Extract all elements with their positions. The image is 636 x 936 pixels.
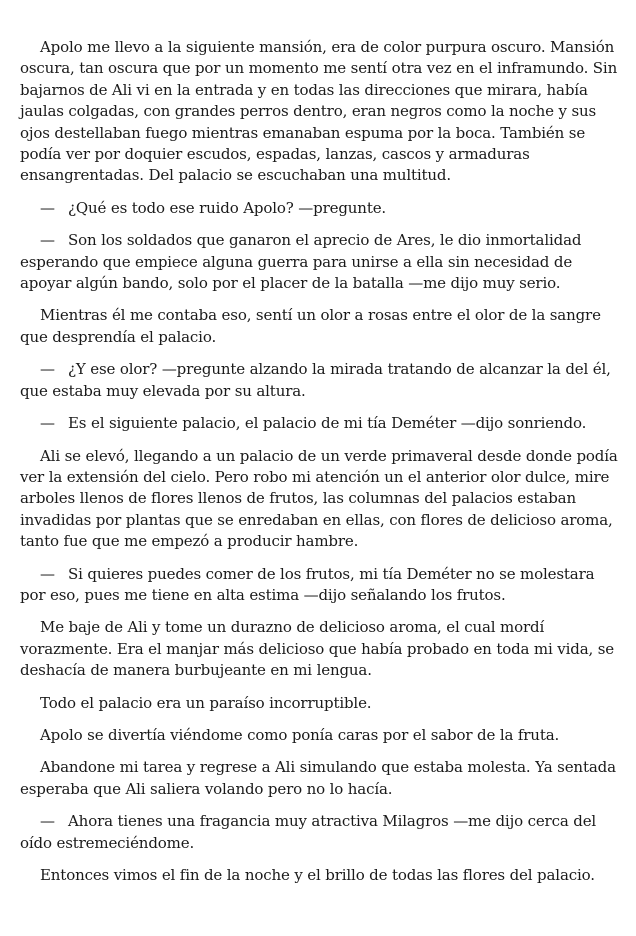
paragraph: Entonces vimos el fin de la noche y el brillo de todas las flores del palacio. xyxy=(40,866,595,884)
dialogue-text: Ahora tienes una fragancia muy atractiva Milagros —me dijo cerca del oído estremeciéndome. xyxy=(20,812,597,852)
paragraph: Apolo se divertía viéndome como ponía caras por el sabor de la fruta. xyxy=(40,725,560,744)
dialogue-text: ¿Qué es todo ese ruido Apolo? —pregunte. xyxy=(68,198,387,217)
paragraph: Todo el palacio era un paraíso incorruptible. xyxy=(40,693,372,712)
document-page xyxy=(20,37,620,897)
dialogue-paragraph xyxy=(20,413,620,434)
dialogue-dash: — xyxy=(40,231,55,250)
dialogue-text: Son los soldados que ganaron el aprecio de Ares, le dio inmortalidad esperando que empiece alguna guerra para unirse a ella sin necesidad de apoyar algún bando, solo por el placer de la batalla —me dijo muy serio. xyxy=(20,231,582,293)
dialogue-dash: — xyxy=(40,198,55,217)
dialogue-dash: — xyxy=(40,812,55,831)
paragraph: Abandone mi tarea y regrese a Ali simulando que estaba molesta. Ya sentada esperaba que Ali saliera volando pero no lo hacía. xyxy=(20,758,616,798)
dialogue-paragraph xyxy=(20,230,620,294)
dialogue-dash: — xyxy=(40,360,55,379)
dialogue-text: Si quieres puedes comer de los frutos, mi tía Deméter no se molestara por eso, pues me tiene en alta estima —dijo señalando los frutos. xyxy=(20,564,595,604)
paragraph: Me baje de Ali y tome un durazno de delicioso aroma, el cual mordí vorazmente. Era el manjar más delicioso que había probado en toda mi vida, se deshacía de manera burbujeante en mi lengua. xyxy=(20,618,615,680)
dialogue-paragraph xyxy=(20,198,620,219)
dialogue-dash: — xyxy=(40,414,55,433)
dialogue-paragraph xyxy=(20,359,620,402)
dialogue-dash: — xyxy=(40,564,55,583)
paragraph: Mientras él me contaba eso, sentí un olor a rosas entre el olor de la sangre que desprendía el palacio. xyxy=(20,306,601,346)
dialogue-paragraph xyxy=(20,564,620,607)
dialogue-paragraph xyxy=(20,811,620,854)
dialogue-text: Es el siguiente palacio, el palacio de mi tía Deméter —dijo sonriendo. xyxy=(68,414,587,433)
paragraph: Apolo me llevo a la siguiente mansión, era de color purpura oscuro. Mansión oscura, tan oscura que por un momento me sentí otra vez en el inframundo. Sin bajarnos de Ali vi en la entrada y en todas las direcciones que mirara, había jaulas colgadas, con grandes perros dentro, eran negros como la noche y sus ojos destellaban fuego mientras emanaban espuma por la boca. También se podía ver por doquier escudos, espadas, lanzas, cascos y armaduras ensangrentadas. Del palacio se escuchaban una multitud. xyxy=(20,38,618,185)
paragraph: Ali se elevó, llegando a un palacio de un verde primaveral desde donde podía ver la extensión del cielo. Pero robo mi atención un el anterior olor dulce, mire arboles llenos de flores llenos de frutos, las columnas del palacios estaban invadidas por plantas que se enredaban en ellas, con flores de delicioso aroma, tanto fue que me empezó a producir hambre. xyxy=(20,446,618,551)
dialogue-text: ¿Y ese olor? —pregunte alzando la mirada tratando de alcanzar la del él, que estaba muy elevada por su altura. xyxy=(20,360,611,400)
